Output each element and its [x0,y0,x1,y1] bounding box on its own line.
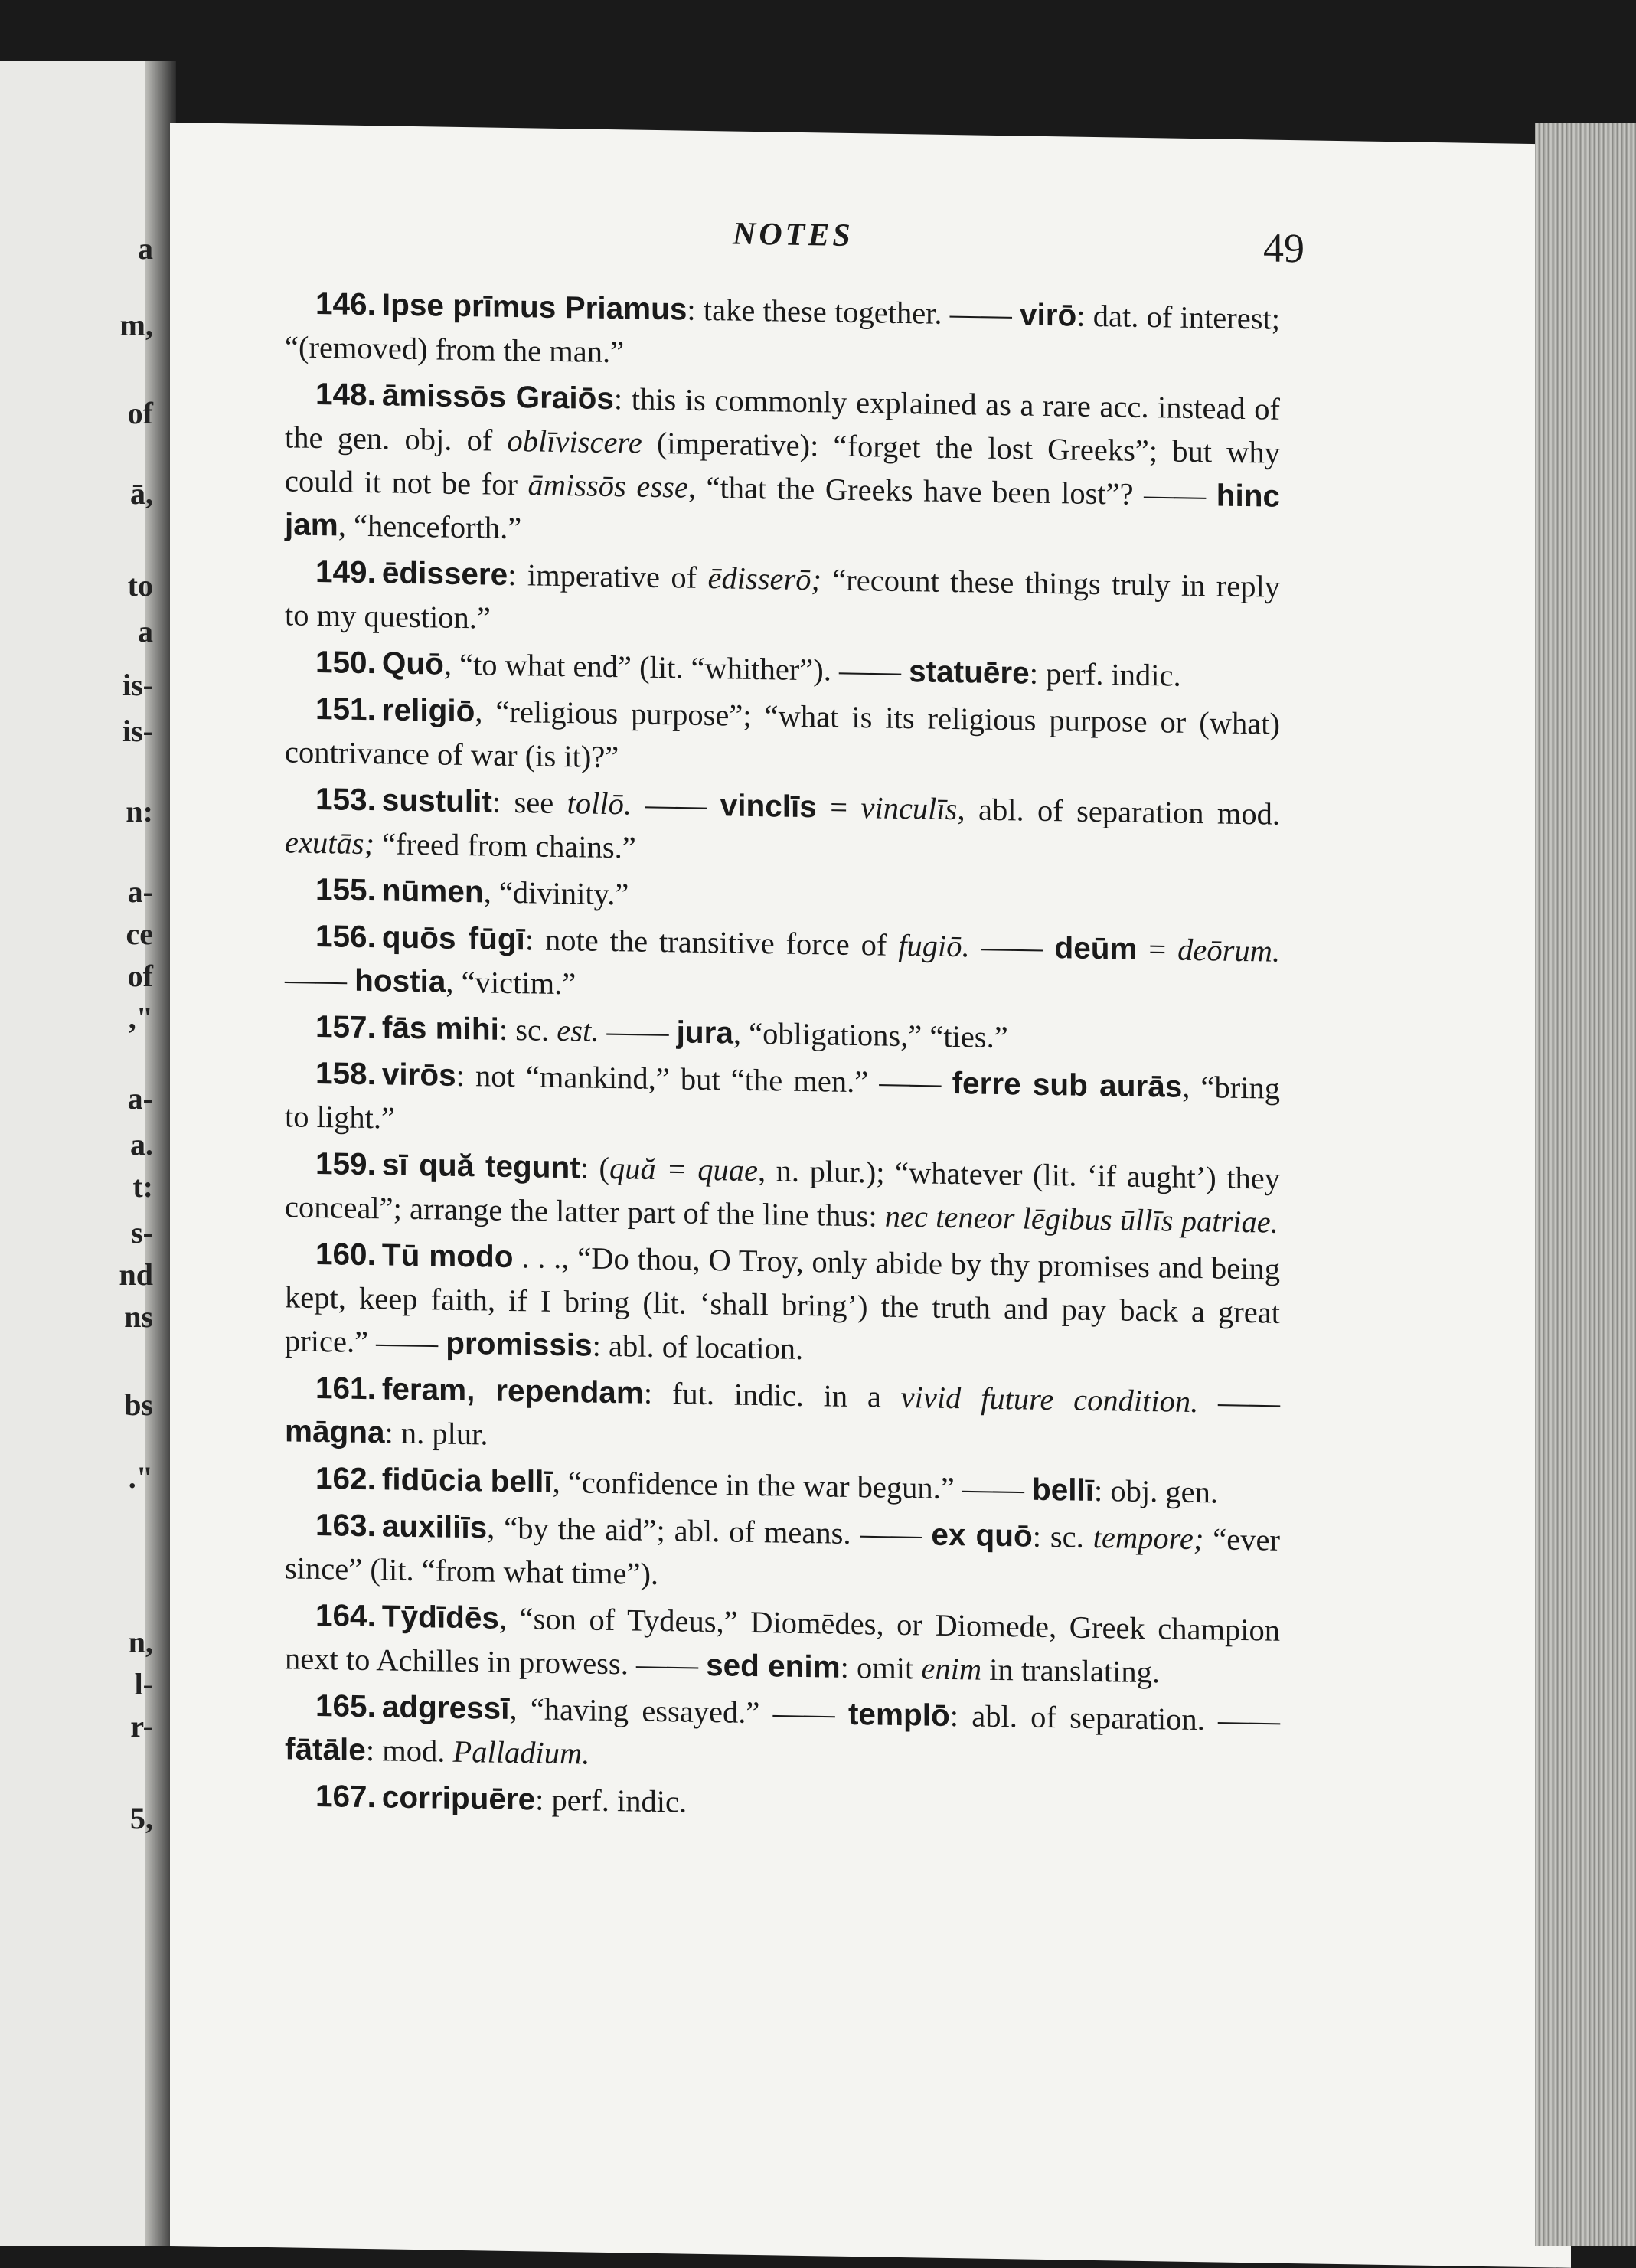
left-page-fragment: m, [119,308,153,342]
note-lemma: promissis [446,1325,593,1363]
note-text: , “henceforth.” [338,508,522,546]
note-text: , “victim.” [446,964,576,1002]
note-lemma: ex quō [931,1516,1033,1554]
left-page-fragment: ." [128,1460,153,1495]
note-text: , “by the aid”; abl. of means. —— [487,1510,932,1552]
note-text: : sc. [1032,1518,1093,1554]
note-entry [285,1593,1280,1695]
left-page-fragment: a- [127,874,153,909]
note-italic-text: vivid future condition. [900,1379,1199,1420]
left-page-fragment: ce [126,917,153,951]
note-line-number: 159. [315,1145,376,1182]
note-entry [285,1051,1280,1153]
left-page-fragment: is- [122,714,153,748]
left-page-fragment: 5, [130,1801,153,1835]
left-page-fragment: ā, [130,476,153,511]
left-page-fragment: n, [128,1625,153,1659]
note-line-number: 156. [315,917,376,955]
note-text: : see [491,784,567,821]
left-page-fragment: of [127,959,153,993]
note-italic-text: deōrum. [1177,932,1280,969]
left-page-fragment: a [138,231,153,266]
note-text: : n. plur. [384,1415,488,1452]
note-lemma: bellī [1032,1471,1095,1508]
note-entry [285,913,1280,1016]
note-text: : note the transitive force of [524,922,899,962]
left-page-fragment: ," [128,1001,153,1035]
note-entry [285,776,1280,879]
note-italic-text: tempore; [1092,1519,1204,1557]
note-text: “ever since” (lit. “from what time”). [285,1521,1280,1592]
note-entry [285,686,1280,789]
note-text: , “confidence in the war begun.” —— [552,1464,1033,1507]
note-text: : fut. indic. in a [643,1375,901,1414]
note-entry [285,1683,1280,1786]
note-text: “recount these things truly in reply to my question.” [285,562,1280,636]
note-lemma: hostia [354,962,446,999]
note-line-number: 157. [315,1008,376,1045]
note-text: —— [1198,1384,1281,1420]
note-lemma: Ipse prīmus Priamus [381,286,687,327]
note-lemma: sed enim [706,1646,841,1685]
left-page-fragment: nd [119,1257,153,1292]
note-italic-text: Palladium. [452,1734,590,1771]
note-lemma: corripuēre [381,1779,536,1817]
book-page [170,123,1571,2268]
note-text: : perf. indic. [1029,655,1181,693]
note-text: , n. plur.); “whatever (lit. ‘if aught’) they conceal”; arrange the latter part of the line thus: [285,1153,1280,1234]
note-text: : perf. indic. [535,1782,687,1819]
note-text: : omit [840,1649,922,1686]
note-italic-text: nec teneor lēgibus ūllīs patriae. [884,1198,1278,1240]
note-text: in translating. [981,1652,1160,1690]
note-text: , “son of Tydeus,” Diomēdes, or Diomede, Greek champion next to Achilles in prowess. —— [285,1600,1280,1682]
note-line-number: 161. [315,1369,376,1407]
note-lemma: Tū modo [381,1237,514,1275]
note-lemma: Quō [381,645,444,681]
note-text: : not “mankind,” but “the men.” —— [456,1057,952,1101]
note-italic-text: ēdisserō; [707,560,821,597]
left-page-fragment: n: [126,794,153,828]
note-entry [285,1231,1280,1377]
note-lemma: fātāle [285,1730,366,1768]
note-text: —— [631,786,720,823]
note-entry [285,1502,1280,1605]
note-entry [285,371,1280,561]
note-italic-text: exutās; [285,825,374,861]
note-lemma: ferre sub aurās [952,1065,1183,1104]
note-text: , “religious purpose”; “what is its religious purpose or (what) contrivance of war (is it)?” [285,694,1280,775]
page-number: 49 [1263,224,1305,272]
note-text: “freed from chains.” [374,826,636,865]
note-lemma: māgna [285,1413,385,1450]
note-lemma: virō [1020,296,1077,333]
note-text: , “bring to light.” [285,1069,1281,1136]
notes-body [285,281,1280,1835]
left-page-fragment: is- [122,668,153,702]
note-line-number: 148. [315,375,376,413]
note-lemma: āmissōs Graiōs [381,377,614,417]
note-text: —— [285,962,355,998]
note-lemma: hinc jam [285,477,1280,543]
note-line-number: 153. [315,780,376,818]
left-page-fragment: ns [124,1299,153,1334]
note-line-number: 149. [315,553,376,590]
note-lemma: religiō [381,691,475,729]
note-lemma: auxiliīs [381,1508,488,1545]
note-lemma: sustulit [381,782,492,819]
note-entry [285,549,1280,652]
note-text: —— [969,929,1055,966]
note-text: , “having essayed.” —— [509,1691,848,1731]
note-line-number: 151. [315,690,376,727]
note-italic-text: āmissōs esse [527,467,688,505]
left-page-fragment: t: [132,1169,153,1204]
note-entry [285,1365,1280,1468]
page-edges [1535,123,1636,2246]
note-text: . . ., “Do thou, O Troy, only abide by thy promises and being kept, keep faith, if I bring (lit. ‘shall bring’) the truth and pay back a great price.” —— [285,1240,1280,1361]
note-text: , “to what end” (lit. “whither”). —— [443,646,909,689]
note-italic-text: est. [557,1012,599,1048]
note-text: , “divinity.” [483,874,629,912]
note-lemma: fās mihi [381,1009,499,1047]
note-text: : obj. gen. [1094,1472,1219,1510]
note-italic-text: vinculīs [860,790,958,827]
left-page-fragment: l- [134,1667,153,1701]
left-page-fragment: a [138,614,153,649]
left-page-fragment: s- [131,1215,153,1250]
note-lemma: deūm [1054,930,1138,966]
left-page-fragment: a. [130,1127,153,1162]
note-line-number: 146. [315,285,376,322]
note-lemma: sī quă tegunt [381,1146,580,1185]
note-lemma: virōs [381,1056,456,1093]
note-text: : sc. [498,1011,557,1047]
note-line-number: 165. [315,1687,376,1724]
note-line-number: 158. [315,1054,376,1092]
page-header [170,207,1571,275]
note-line-number: 163. [315,1506,376,1544]
note-lemma: jura [676,1014,733,1051]
note-text: = [1137,931,1178,967]
note-line-number: 167. [315,1777,376,1815]
note-italic-text: tollō. [567,786,632,822]
note-lemma: quōs fūgī [381,919,525,957]
note-line-number: 162. [315,1459,376,1497]
left-page-fragment: of [127,396,153,430]
note-line-number: 155. [315,871,376,908]
note-line-number: 150. [315,643,376,681]
note-lemma: ēdissere [381,554,508,592]
note-italic-text: quă = quae [609,1151,758,1188]
note-text: , “that the Greeks have been lost”? —— [687,469,1216,513]
note-italic-text: fugiō. [898,927,970,964]
note-text: = [816,789,861,825]
left-page-fragment: bs [124,1387,153,1422]
note-lemma: templō [847,1695,950,1734]
note-text: : imperative of [508,557,708,596]
note-lemma: statuēre [909,653,1030,691]
note-lemma: Tȳdīdēs [381,1598,499,1636]
left-page-fragment: to [127,568,153,603]
note-text: : ( [580,1150,610,1186]
left-page-fragment: a- [127,1081,153,1116]
note-text: —— [599,1013,677,1050]
note-text: : abl. of location. [592,1328,804,1366]
note-lemma: nūmen [381,872,484,910]
note-italic-text: oblīviscere [507,423,642,460]
note-text: : take these together. —— [687,292,1020,332]
note-italic-text: enim [921,1651,982,1687]
note-line-number: 164. [315,1596,376,1634]
note-lemma: feram, rependam [381,1371,644,1410]
note-text: : this is commonly explained as a rare acc. instead of the gen. obj. of [285,381,1281,458]
note-text: : mod. [365,1733,453,1769]
running-head: NOTES [733,216,854,254]
note-lemma: fidūcia bellī [381,1461,553,1499]
note-text: (imperative): “forget the lost Greeks”; but why could it not be for [285,425,1280,502]
note-entry [285,1141,1280,1243]
note-entry [285,281,1280,384]
note-text: : dat. of interest; “(removed) from the man.” [285,298,1280,370]
left-page-fragment: r- [130,1709,153,1743]
note-text: , abl. of separation mod. [957,792,1281,832]
note-line-number: 160. [315,1235,376,1273]
note-lemma: adgressī [381,1688,510,1726]
note-text: , “obligations,” “ties.” [733,1015,1008,1055]
note-lemma: vinclīs [720,787,817,825]
note-text: : abl. of separation. —— [949,1698,1280,1738]
